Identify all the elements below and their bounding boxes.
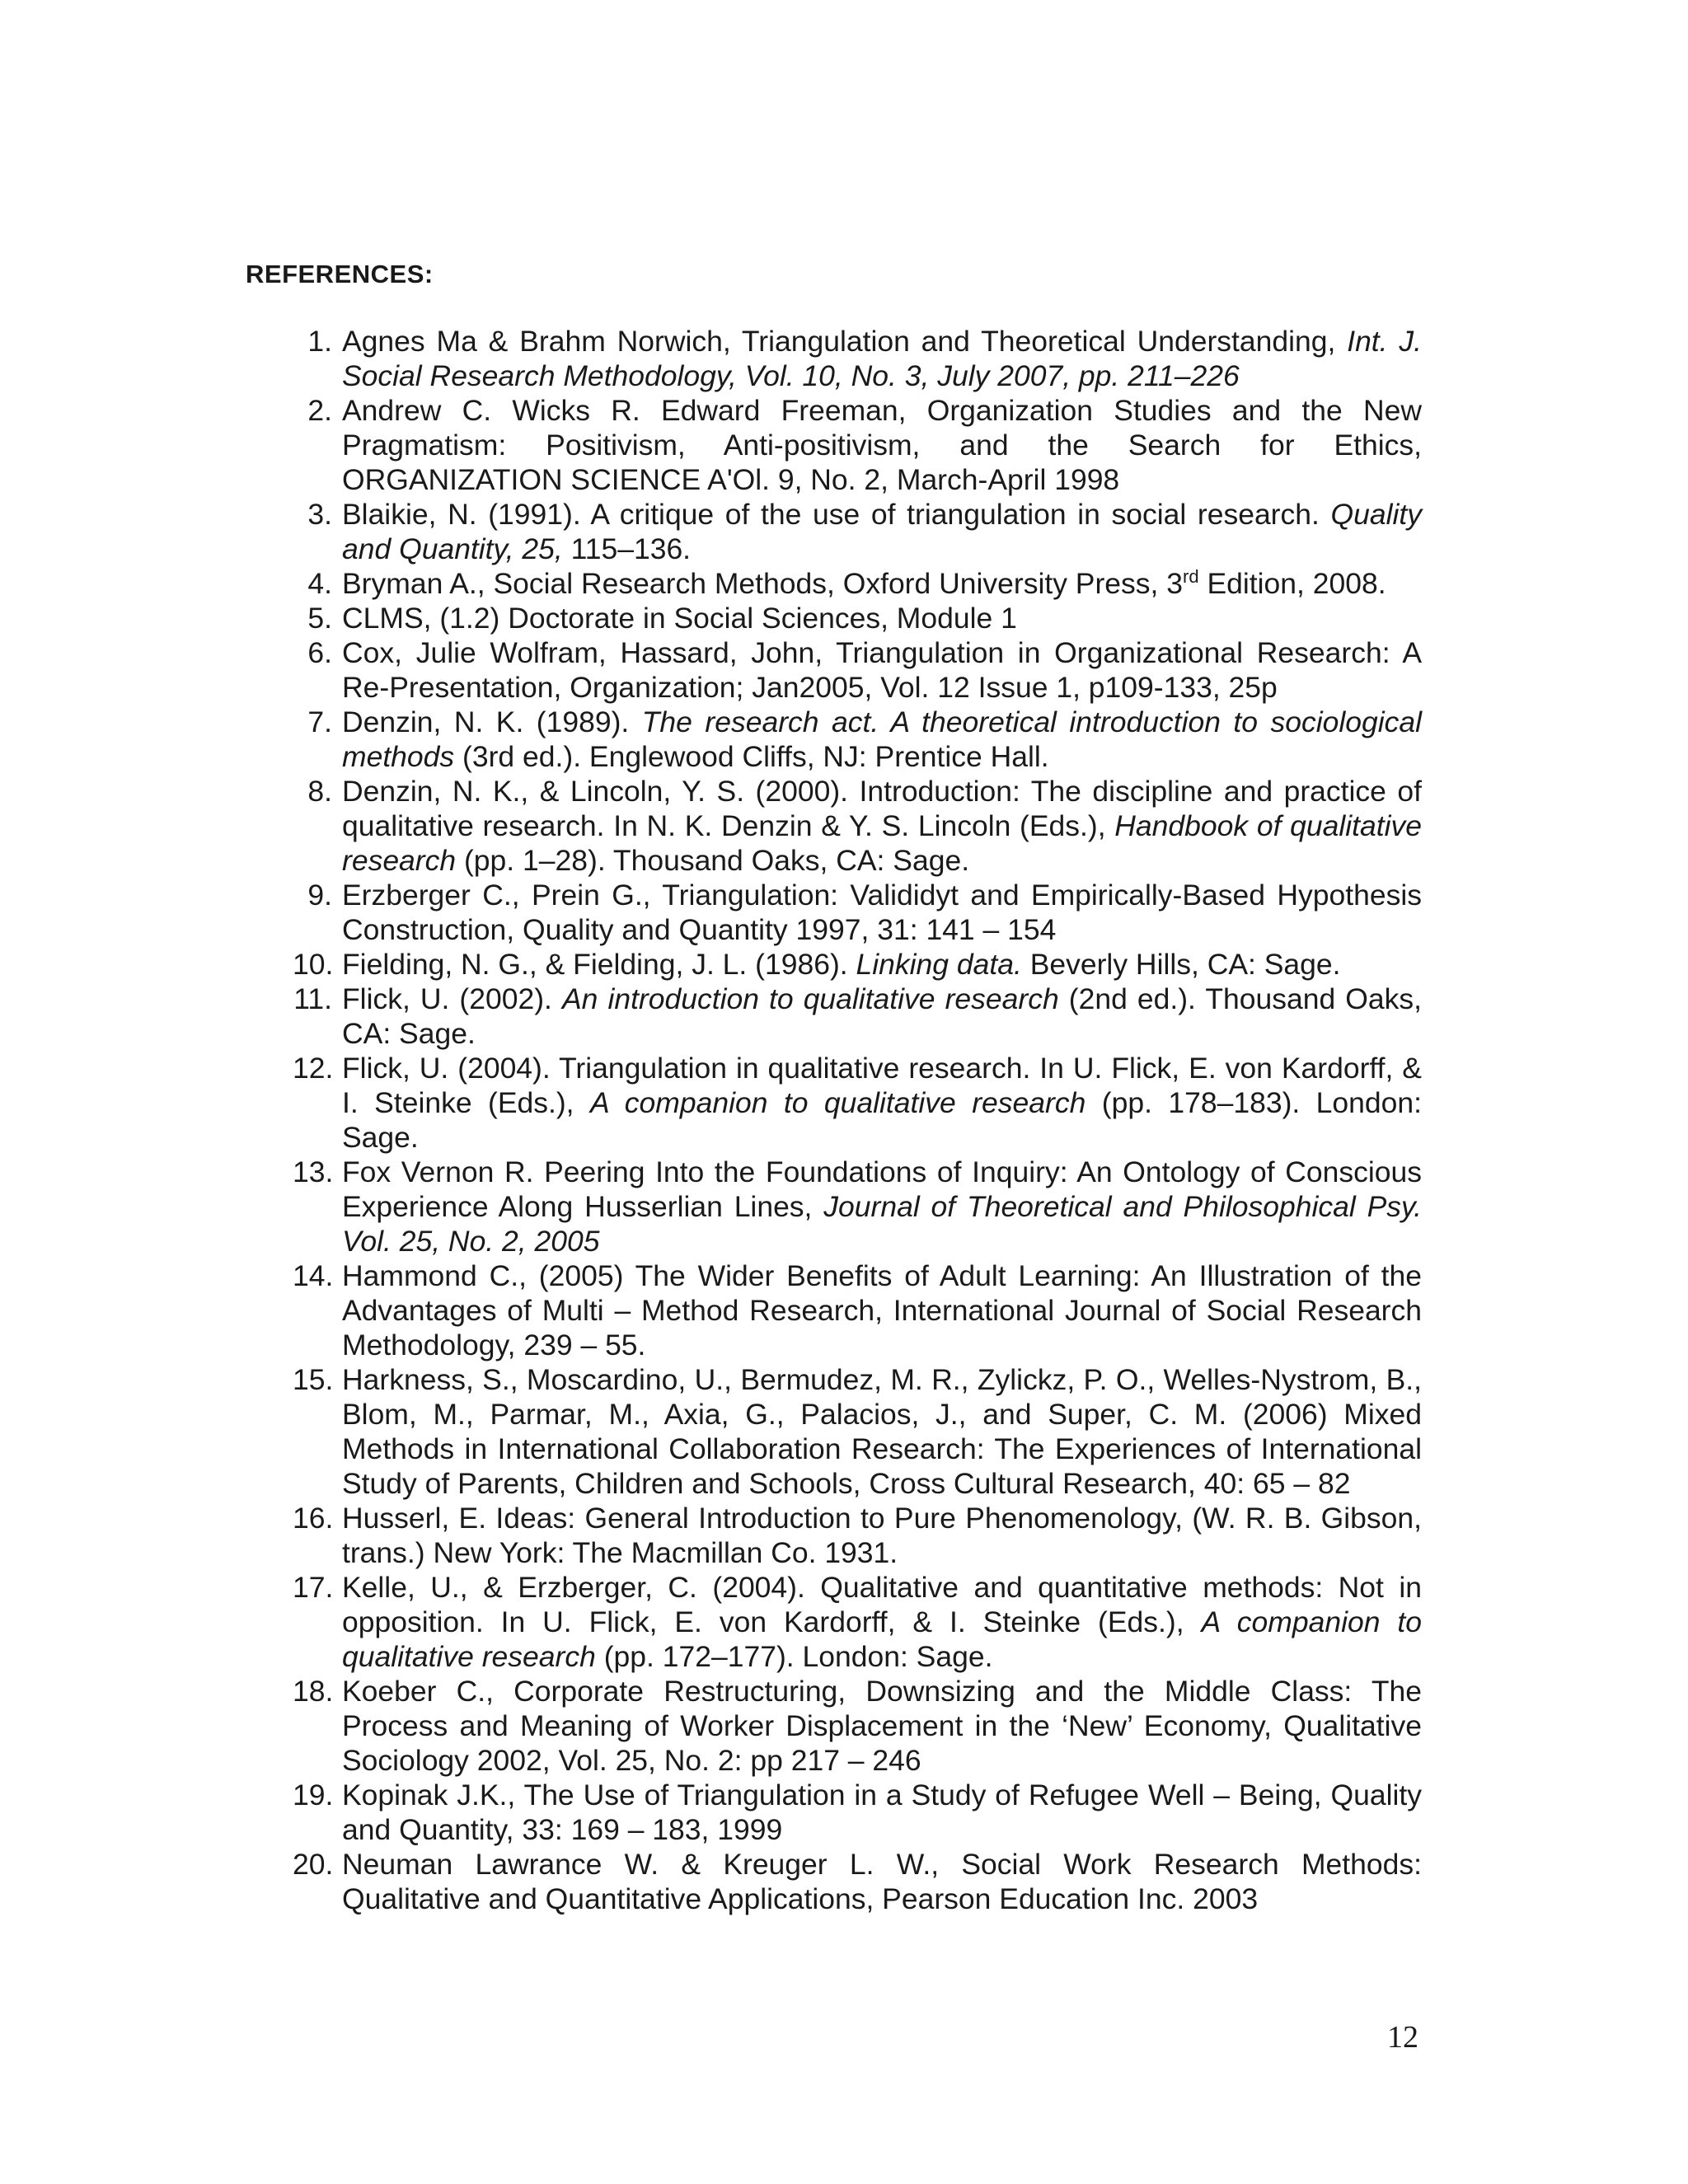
text-segment: (3rd ed.). Englewood Cliffs, NJ: Prentice Hall. bbox=[454, 740, 1049, 773]
reference-text bbox=[342, 947, 1422, 982]
reference-text bbox=[342, 601, 1422, 635]
text-segment: Neuman Lawrance W. & Kreuger L. W., Social Work Research Methods: Qualitative and Quantitative Applications, Pearson Education Inc. 2003 bbox=[342, 1848, 1422, 1915]
text-segment: Denzin, N. K. (1989). bbox=[342, 705, 642, 738]
reference-item bbox=[293, 1570, 1422, 1674]
reference-number: 20. bbox=[293, 1848, 334, 1881]
italic-text: Linking data. bbox=[856, 948, 1022, 981]
reference-text bbox=[342, 324, 1422, 393]
reference-number: 9. bbox=[307, 879, 332, 912]
reference-text bbox=[342, 1051, 1422, 1155]
reference-number: 5. bbox=[307, 602, 332, 635]
reference-item bbox=[293, 497, 1422, 566]
text-segment: CLMS, (1.2) Doctorate in Social Sciences, Module 1 bbox=[342, 602, 1017, 635]
text-segment: (2nd ed.). Thousand Oaks, CA: Sage. bbox=[342, 982, 1422, 1050]
text-segment: Flick, U. (2004). Triangulation in qualitative research. In U. Flick, E. von Kardorff, & I. Steinke (Eds.), bbox=[342, 1052, 1422, 1119]
reference-text bbox=[342, 1778, 1422, 1847]
reference-item bbox=[293, 1258, 1422, 1362]
italic-text: Quality and Quantity, 25, bbox=[342, 498, 1422, 565]
reference-number: 3. bbox=[307, 498, 332, 531]
reference-number: 7. bbox=[307, 705, 332, 738]
reference-text bbox=[342, 1674, 1422, 1778]
reference-number: 4. bbox=[307, 567, 332, 600]
text-segment: (pp. 1–28). Thousand Oaks, CA: Sage. bbox=[456, 844, 970, 877]
text-segment: Beverly Hills, CA: Sage. bbox=[1021, 948, 1341, 981]
reference-number: 8. bbox=[307, 775, 332, 808]
reference-item bbox=[293, 1051, 1422, 1155]
italic-text: A companion to qualitative research bbox=[342, 1605, 1422, 1673]
text-segment: Harkness, S., Moscardino, U., Bermudez, M. R., Zylickz, P. O., Welles-Nystrom, B., Blom, M., Parmar, M., Axia, G., Palacios, J., and Super, C. M. (2006) Mixed Methods in International Collaboration Research: The Experiences of International Study of Parents, Children and Schools, Cross Cultural Research, 40: 65 – 82 bbox=[342, 1363, 1422, 1500]
reference-item bbox=[293, 982, 1422, 1051]
text-segment: Edition, 2008. bbox=[1198, 567, 1386, 600]
reference-text bbox=[342, 635, 1422, 705]
reference-item bbox=[293, 878, 1422, 947]
reference-text bbox=[342, 497, 1422, 566]
text-segment: Husserl, E. Ideas: General Introduction to Pure Phenomenology, (W. R. B. Gibson, trans.) New York: The Macmillan Co. 1931. bbox=[342, 1502, 1422, 1569]
text-segment: Erzberger C., Prein G., Triangulation: Valididyt and Empirically-Based Hypothesis Construction, Quality and Quantity 1997, 31: 141 – 154 bbox=[342, 879, 1422, 946]
text-segment: (pp. 172–177). London: Sage. bbox=[595, 1640, 993, 1673]
reference-item bbox=[293, 705, 1422, 774]
reference-item bbox=[293, 1362, 1422, 1501]
reference-text bbox=[342, 1155, 1422, 1258]
reference-number: 1. bbox=[307, 325, 332, 358]
text-segment: Blaikie, N. (1991). A critique of the use of triangulation in social research. bbox=[342, 498, 1331, 531]
reference-item bbox=[293, 1847, 1422, 1916]
reference-text bbox=[342, 1570, 1422, 1674]
reference-text bbox=[342, 1501, 1422, 1570]
text-segment: Cox, Julie Wolfram, Hassard, John, Triangulation in Organizational Research: A Re-Presentation, Organization; Jan2005, Vol. 12 Issue 1, p109-133, 25p bbox=[342, 636, 1422, 704]
italic-text: An introduction to qualitative research bbox=[561, 982, 1059, 1015]
reference-number: 12. bbox=[293, 1052, 334, 1085]
reference-number: 17. bbox=[293, 1571, 334, 1604]
reference-text bbox=[342, 566, 1422, 601]
reference-number: 13. bbox=[293, 1155, 334, 1188]
reference-number: 2. bbox=[307, 394, 332, 427]
reference-number: 10. bbox=[293, 948, 334, 981]
italic-text: A companion to qualitative research bbox=[589, 1086, 1086, 1119]
reference-text bbox=[342, 393, 1422, 497]
text-segment: Kelle, U., & Erzberger, C. (2004). Qualitative and quantitative methods: Not in opposition. In U. Flick, E. von Kardorff, & I. Steinke (Eds.), bbox=[342, 1571, 1422, 1638]
reference-number: 14. bbox=[293, 1259, 334, 1292]
reference-number: 16. bbox=[293, 1502, 334, 1535]
reference-text bbox=[342, 1362, 1422, 1501]
superscript-text: rd bbox=[1183, 566, 1199, 588]
reference-number: 11. bbox=[293, 982, 332, 1015]
reference-text bbox=[342, 705, 1422, 774]
text-segment: Koeber C., Corporate Restructuring, Downsizing and the Middle Class: The Process and Meaning of Worker Displacement in the ‘New’ Economy, Qualitative Sociology 2002, Vol. 25, No. 2: pp 217 – 246 bbox=[342, 1675, 1422, 1777]
reference-number: 19. bbox=[293, 1779, 334, 1811]
text-segment: Agnes Ma & Brahm Norwich, Triangulation and Theoretical Understanding, bbox=[342, 325, 1348, 358]
reference-item bbox=[293, 1674, 1422, 1778]
page-number: 12 bbox=[1387, 2020, 1418, 2055]
text-segment: Flick, U. (2002). bbox=[342, 982, 562, 1015]
italic-text: The research act. A theoretical introduction to sociological methods bbox=[342, 705, 1422, 773]
text-segment: Fielding, N. G., & Fielding, J. L. (1986). bbox=[342, 948, 856, 981]
reference-number: 6. bbox=[307, 636, 332, 669]
reference-item bbox=[293, 1778, 1422, 1847]
reference-number: 15. bbox=[293, 1363, 334, 1396]
reference-item bbox=[293, 324, 1422, 393]
reference-text bbox=[342, 1847, 1422, 1916]
text-segment: 115–136. bbox=[562, 532, 692, 565]
text-segment: Bryman A., Social Research Methods, Oxford University Press, 3 bbox=[342, 567, 1184, 600]
reference-number: 18. bbox=[293, 1675, 334, 1708]
italic-text: Journal of Theoretical and Philosophical Psy. Vol. 25, No. 2, 2005 bbox=[342, 1190, 1422, 1258]
reference-text bbox=[342, 878, 1422, 947]
reference-text bbox=[342, 774, 1422, 878]
text-segment: Andrew C. Wicks R. Edward Freeman, Organization Studies and the New Pragmatism: Positivism, Anti-positivism, and the Search for Ethics, ORGANIZATION SCIENCE A'Ol. 9, No. 2, March-April 1998 bbox=[342, 394, 1422, 496]
reference-item bbox=[293, 635, 1422, 705]
text-segment: Fox Vernon R. Peering Into the Foundations of Inquiry: An Ontology of Conscious Experience Along Husserlian Lines, bbox=[342, 1155, 1422, 1223]
italic-text: Int. J. Social Research Methodology, Vol. 10, No. 3, July 2007, pp. 211–226 bbox=[342, 325, 1422, 392]
reference-text bbox=[342, 1258, 1422, 1362]
italic-text: Handbook of qualitative research bbox=[342, 809, 1422, 877]
references-heading: REFERENCES: bbox=[246, 260, 434, 288]
reference-item bbox=[293, 947, 1422, 982]
reference-item bbox=[293, 774, 1422, 878]
reference-item bbox=[293, 601, 1422, 635]
reference-text bbox=[342, 982, 1422, 1051]
text-segment: Denzin, N. K., & Lincoln, Y. S. (2000). Introduction: The discipline and practice of qualitative research. In N. K. Denzin & Y. S. Lincoln (Eds.), bbox=[342, 775, 1422, 842]
reference-item bbox=[293, 1501, 1422, 1570]
text-segment: Kopinak J.K., The Use of Triangulation in a Study of Refugee Well – Being, Quality and Quantity, 33: 169 – 183, 1999 bbox=[342, 1779, 1422, 1846]
reference-list bbox=[293, 324, 1422, 1916]
reference-item bbox=[293, 1155, 1422, 1258]
reference-item bbox=[293, 393, 1422, 497]
reference-item bbox=[293, 566, 1422, 601]
text-segment: Hammond C., (2005) The Wider Benefits of Adult Learning: An Illustration of the Advantages of Multi – Method Research, International Journal of Social Research Methodology, 239 – 55. bbox=[342, 1259, 1422, 1361]
text-segment: (pp. 178–183). London: Sage. bbox=[342, 1086, 1423, 1154]
